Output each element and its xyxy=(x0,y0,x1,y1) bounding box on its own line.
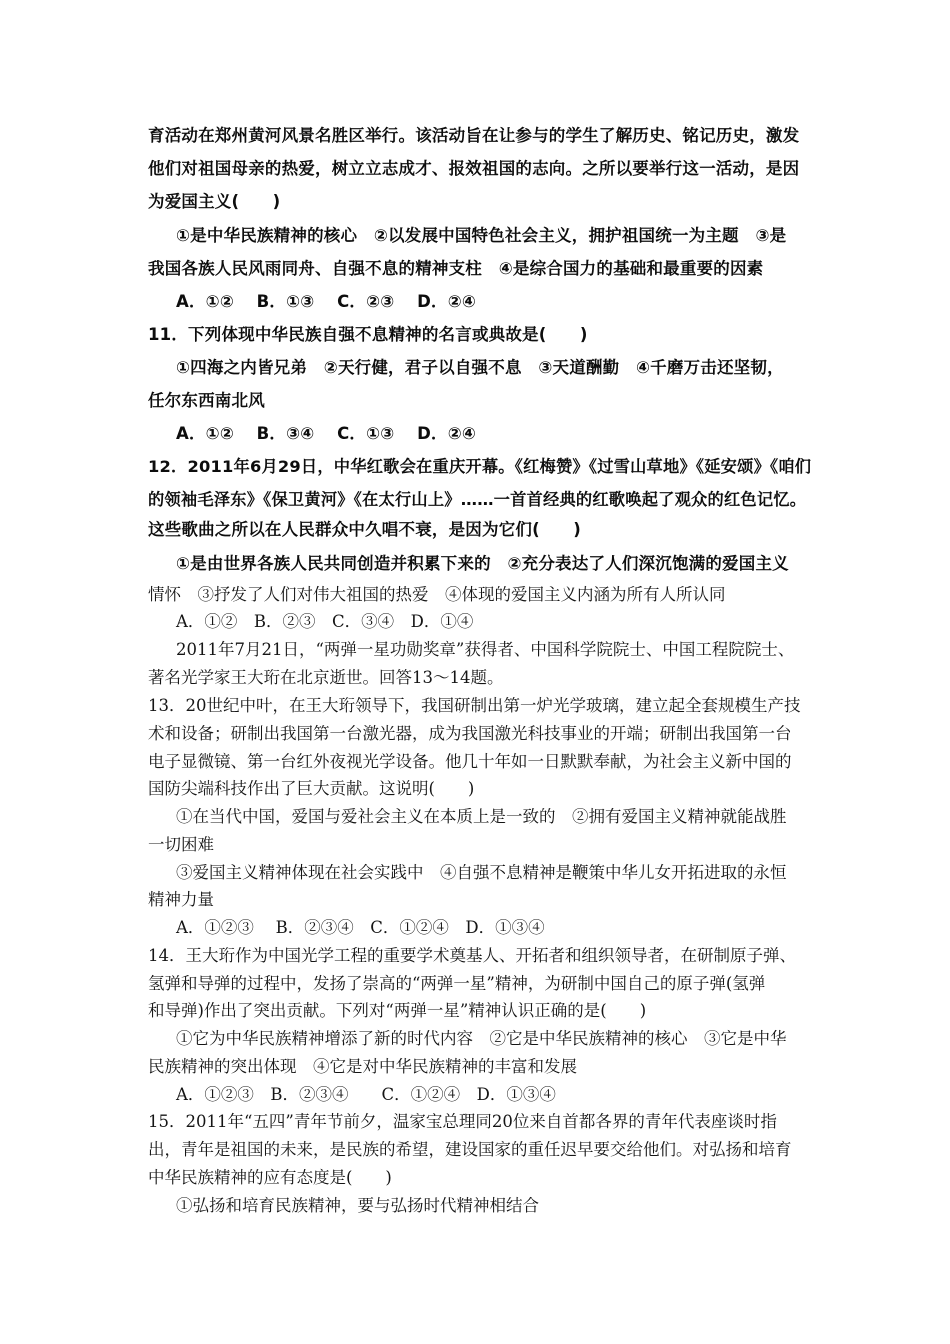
question-14-options: A．①②③ B．②③④ C．①②④ D．①③④ xyxy=(176,1085,556,1104)
question-14-statements-line-1: ①它为中华民族精神增添了新的时代内容 ②它是中华民族精神的核心 ③它是中华 xyxy=(176,1029,787,1048)
question-10-options: A．①② B．①③ C．②③ D．②④ xyxy=(176,292,477,311)
question-12-options: A．①② B．②③ C．③④ D．①④ xyxy=(176,612,474,631)
question-13-statements-line-1: ①在当代中国，爱国与爱社会主义在本质上是一致的 ②拥有爱国主义精神就能战胜 xyxy=(176,807,787,826)
context-13-14-line-1: 2011年7月21日，“两弹一星功勋奖章”获得者、中国科学院院士、中国工程院院士、 xyxy=(176,640,795,659)
question-13-stem-line-1: 13．20世纪中叶，在王大珩领导下，我国研制出第一炉光学玻璃，建立起全套规模生产技 xyxy=(148,696,801,715)
question-10-stem-line-1: 育活动在郑州黄河风景名胜区举行。该活动旨在让参与的学生了解历史、铭记历史，激发 xyxy=(148,126,800,145)
question-10-stem-line-2: 他们对祖国母亲的热爱，树立立志成才、报效祖国的志向。之所以要举行这一活动，是因 xyxy=(148,159,800,178)
question-15-stem-line-3: 中华民族精神的应有态度是( ) xyxy=(148,1168,392,1187)
question-14-statements-line-2: 民族精神的突出体现 ④它是对中华民族精神的丰富和发展 xyxy=(148,1057,577,1076)
question-12-stem-line-1: 12．2011年6月29日，中华红歌会在重庆开幕。《红梅赞》《过雪山草地》《延安颂》《咱们 xyxy=(148,457,812,476)
question-13-statements-line-3: ③爱国主义精神体现在社会实践中 ④自强不息精神是鞭策中华儿女开拓进取的永恒 xyxy=(176,863,787,882)
question-12-stem-line-3: 这些歌曲之所以在人民群众中久唱不衰，是因为它们( ) xyxy=(148,520,581,539)
question-12-stem-line-2: 的领袖毛泽东》《保卫黄河》《在太行山上》……一首首经典的红歌唤起了观众的红色记忆。 xyxy=(148,490,807,509)
question-11-statements-line-2: 任尔东西南北风 xyxy=(148,391,265,410)
question-13-stem-line-2: 术和设备；研制出我国第一台激光器，成为我国激光科技事业的开端；研制出我国第一台 xyxy=(148,724,792,743)
question-13-stem-line-3: 电子显微镜、第一台红外夜视光学设备。他几十年如一日默默奉献，为社会主义新中国的 xyxy=(148,752,792,771)
question-13-stem-line-4: 国防尖端科技作出了巨大贡献。这说明( ) xyxy=(148,779,475,798)
question-13-options: A．①②③ B．②③④ C．①②④ D．①③④ xyxy=(176,918,545,937)
question-12-statements-line-2: 情怀 ③抒发了人们对伟大祖国的热爱 ④体现的爱国主义内涵为所有人所认同 xyxy=(148,585,726,604)
question-11-statements-line-1: ①四海之内皆兄弟 ②天行健，君子以自强不息 ③天道酬勤 ④千磨万击还坚韧， xyxy=(176,358,784,377)
question-13-statements-line-4: 精神力量 xyxy=(148,890,214,909)
question-12-statements-line-1: ①是由世界各族人民共同创造并积累下来的 ②充分表达了人们深沉饱满的爱国主义 xyxy=(176,554,789,573)
question-11-stem: 11．下列体现中华民族自强不息精神的名言或典故是( ) xyxy=(148,325,588,344)
question-14-stem-line-1: 14．王大珩作为中国光学工程的重要学术奠基人、开拓者和组织领导者，在研制原子弹、 xyxy=(148,946,796,965)
question-10-statements-line-2: 我国各族人民风雨同舟、自强不息的精神支柱 ④是综合国力的基础和最重要的因素 xyxy=(148,259,764,278)
context-13-14-line-2: 著名光学家王大珩在北京逝世。回答13～14题。 xyxy=(148,668,504,687)
question-13-statements-line-2: 一切困难 xyxy=(148,835,214,854)
question-11-options: A．①② B．③④ C．①③ D．②④ xyxy=(176,424,477,443)
question-15-statements-line-1: ①弘扬和培育民族精神，要与弘扬时代精神相结合 xyxy=(176,1196,539,1215)
question-10-statements-line-1: ①是中华民族精神的核心 ②以发展中国特色社会主义，拥护祖国统一为主题 ③是 xyxy=(176,226,787,245)
question-15-stem-line-1: 15．2011年“五四”青年节前夕，温家宝总理同20位来自首都各界的青年代表座谈时指 xyxy=(148,1112,777,1131)
question-10-stem-line-3: 为爱国主义( ) xyxy=(148,192,281,211)
question-14-stem-line-3: 和导弹)作出了突出贡献。下列对“两弹一星”精神认识正确的是( ) xyxy=(148,1001,647,1020)
question-14-stem-line-2: 氢弹和导弹的过程中，发扬了崇高的“两弹一星”精神，为研制中国自己的原子弹(氢弹 xyxy=(148,974,766,993)
question-15-stem-line-2: 出，青年是祖国的未来，是民族的希望，建设国家的重任迟早要交给他们。对弘扬和培育 xyxy=(148,1140,792,1159)
